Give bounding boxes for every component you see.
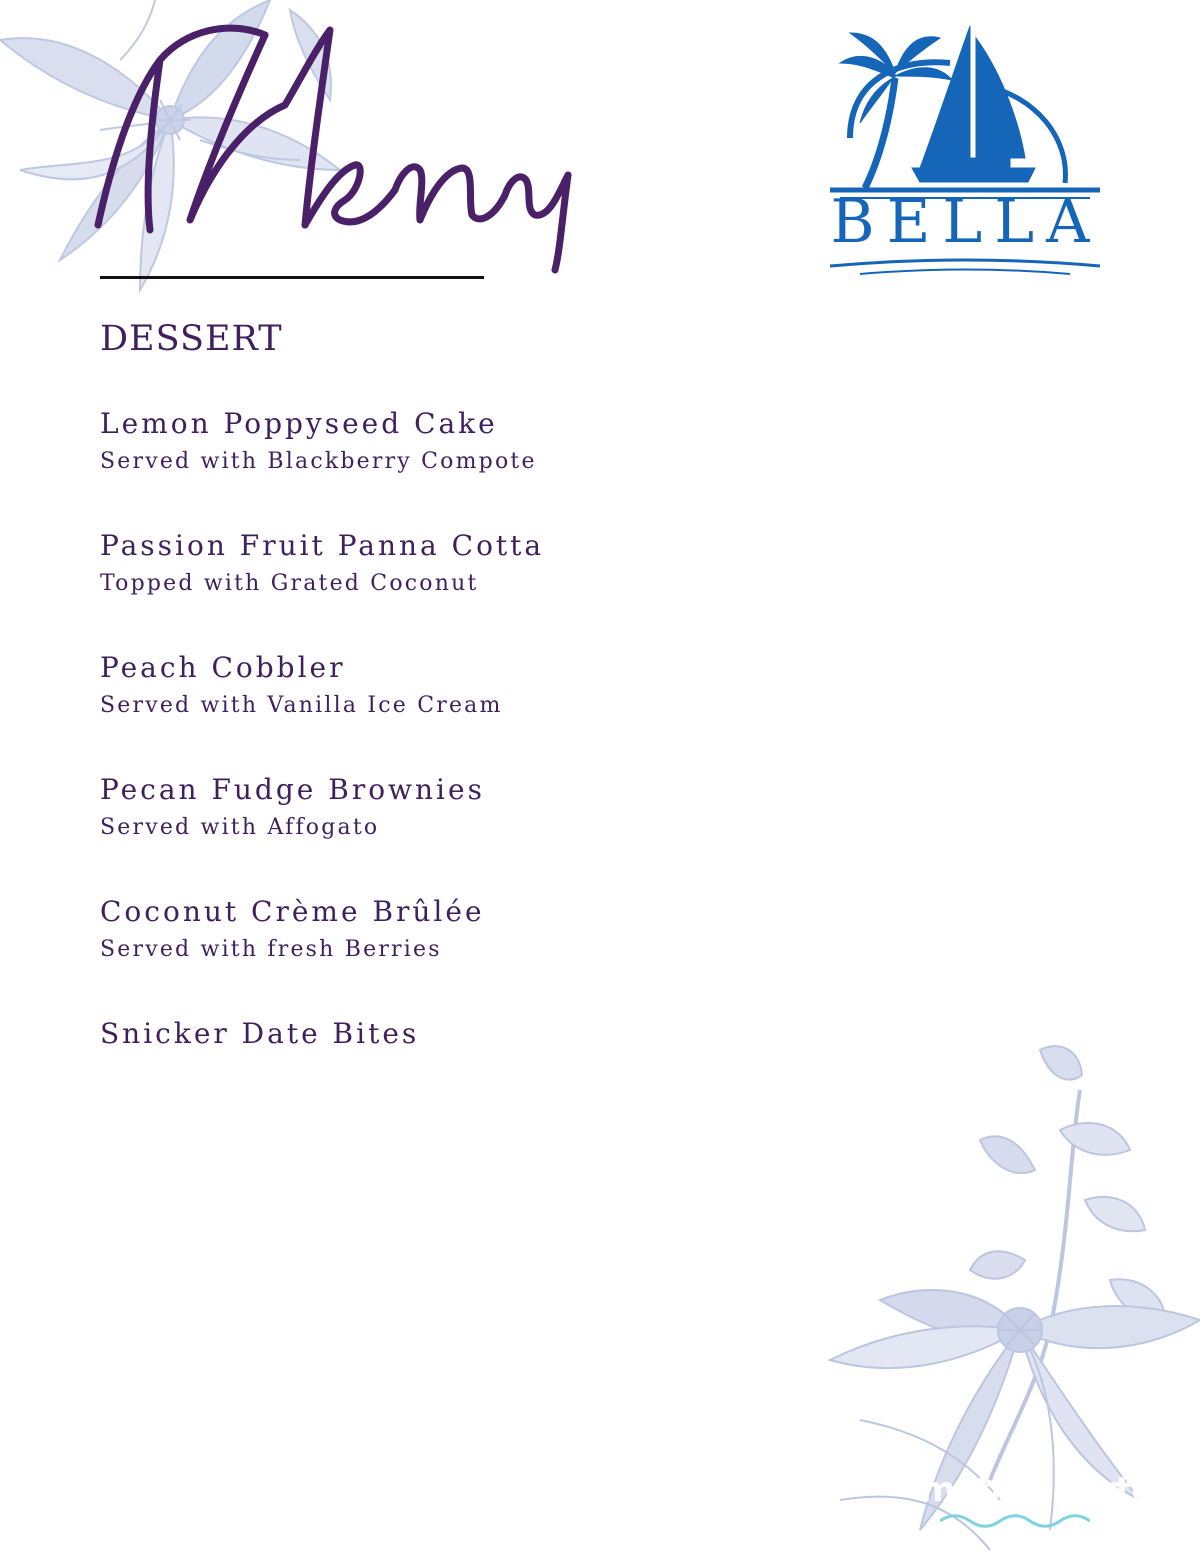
watermark-text: mybvicharter <box>920 1470 1170 1510</box>
menu-item-name: Coconut Crème Brûlée <box>100 895 485 928</box>
menu-item <box>100 771 800 893</box>
menu-item <box>100 649 800 771</box>
title-divider <box>100 276 484 279</box>
sailboat-icon <box>912 26 1035 182</box>
menu-item-description: Served with Affogato <box>100 815 380 840</box>
section-title: DESSERT <box>100 319 283 359</box>
menu-item-name: Snicker Date Bites <box>100 1017 420 1050</box>
menu-item <box>100 1015 800 1137</box>
menu-item-description: Served with fresh Berries <box>100 937 442 962</box>
menu-item <box>100 527 800 649</box>
menu-item-name: Lemon Poppyseed Cake <box>100 407 498 440</box>
menu-item-name: Passion Fruit Panna Cotta <box>100 529 545 562</box>
menu-title-script <box>90 10 600 290</box>
menu-item-name: Peach Cobbler <box>100 651 346 684</box>
wave-icon <box>940 1514 1090 1528</box>
menu-item-description: Served with Blackberry Compote <box>100 449 537 474</box>
watermark <box>920 1470 1180 1530</box>
menu-item-description: Served with Vanilla Ice Cream <box>100 693 503 718</box>
menu-item-name: Pecan Fudge Brownies <box>100 773 485 806</box>
menu-item <box>100 405 800 527</box>
menu-item-description: Topped with Grated Coconut <box>100 571 479 596</box>
menu-item <box>100 893 800 1015</box>
dessert-list <box>100 405 800 1137</box>
brand-name: BELLA <box>830 187 1102 257</box>
